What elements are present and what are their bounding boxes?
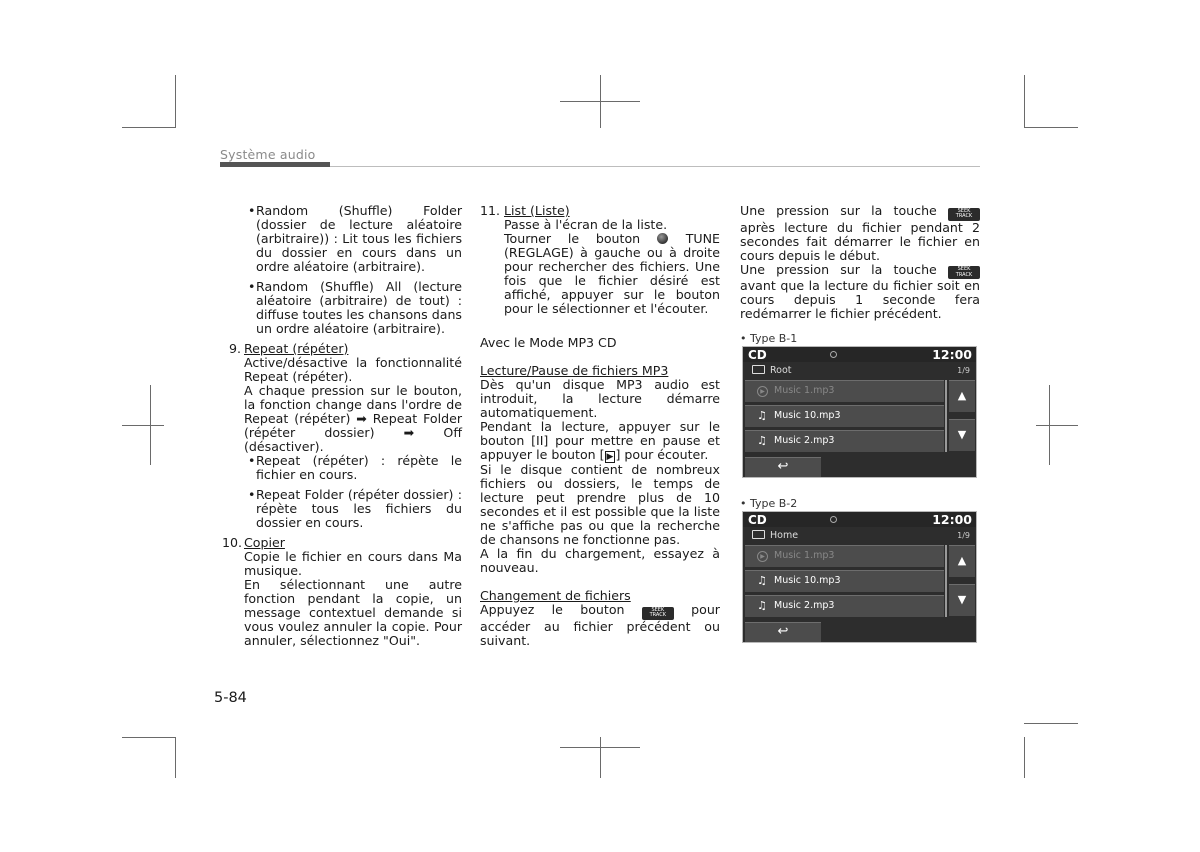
track-name: Music 2.mp3 [774, 435, 835, 446]
item-title: List (Liste) [504, 203, 570, 218]
item-text: Copie le fichier en cours dans Ma musique. [244, 549, 462, 578]
crop-mark [122, 127, 176, 128]
track-row-playing[interactable] [745, 380, 944, 402]
track-row[interactable] [745, 405, 944, 427]
screen-caption: • Type B-1 [740, 332, 798, 345]
track-name: Music 10.mp3 [774, 575, 841, 586]
change-files-title: Changement de fichiers [480, 588, 631, 603]
crop-mark [1024, 723, 1078, 724]
play-pause-text: Dès qu'un disque MP3 audio est introduit, la lecture démarre automatiquement. [480, 377, 720, 420]
section-title: Système audio [220, 147, 316, 162]
crop-mark [600, 737, 601, 778]
page-number: 5-84 [214, 690, 247, 706]
numbered-item-10 [222, 536, 462, 648]
column-1 [222, 204, 462, 648]
back-button[interactable]: ↩ [745, 622, 821, 642]
music-note-icon: ♫ [757, 574, 767, 587]
seek-label: SEEK [957, 266, 971, 272]
play-icon: ▶ [606, 452, 614, 462]
change-files-text [480, 603, 720, 648]
track-label: TRACK [955, 213, 973, 219]
track-name: Music 2.mp3 [774, 600, 835, 611]
header-bar [220, 162, 330, 167]
numbered-item-9 [222, 342, 462, 530]
track-row[interactable] [745, 595, 944, 617]
text-part: Une pression sur la touche [740, 261, 937, 277]
text-part: avant que la lecture du fichier soit en cours depuis 1 seconde fera redémarrer le fichier précédent. [740, 278, 980, 321]
track-name: Music 1.mp3 [774, 550, 835, 561]
item-text: A chaque pression sur le bouton, la fonction change dans l'ordre de Repeat (répéter) ➡ Repeat Folder (répéter dossier) ➡ Off (désactiver). [244, 383, 462, 454]
track-label: TRACK [649, 612, 667, 618]
crop-mark [122, 737, 176, 738]
crop-mark [1036, 425, 1078, 426]
play-circle-icon: ▶ [757, 551, 768, 562]
scroll-down-button[interactable]: ▼ [949, 419, 975, 451]
sub-bullet-item: • Repeat Folder (répéter dossier) : répète tous les fichiers du dossier en cours. [248, 487, 462, 530]
seek-paragraph [740, 204, 980, 263]
folder-path [752, 530, 798, 541]
scroll-up-button[interactable]: ▲ [949, 380, 975, 412]
crop-mark [560, 747, 640, 748]
item-text: En sélectionnant une autre fonction pendant la copie, un message contextuel demande si vous voulez annuler la copie. Pour annuler, sélectionnez "Oui". [244, 577, 462, 648]
item-title: Copier [244, 535, 285, 550]
cd-list-screen-b1 [742, 346, 977, 478]
item-text: Active/désactive la fonctionnalité Repeat (répéter). [244, 355, 462, 384]
sub-bullet-text: Repeat Folder (répéter dossier) : répète tous les fichiers du dossier en cours. [256, 487, 462, 530]
track-name: Music 1.mp3 [774, 385, 835, 396]
cd-list-screen-b2 [742, 511, 977, 643]
track-row[interactable] [745, 430, 944, 452]
bullet-random-all: Random (Shuffle) All (lecture aléatoire (arbitraire) de tout) : diffuse toutes les chansons dans un ordre aléatoire (arbitraire). [256, 279, 462, 336]
folder-name: Home [770, 530, 799, 541]
clock: 12:00 [932, 347, 972, 362]
tune-knob-icon [657, 233, 668, 244]
crop-mark [175, 737, 176, 778]
crop-mark [175, 75, 176, 128]
folder-name: Root [770, 365, 792, 376]
crop-mark [1024, 75, 1025, 128]
tune-label: TUNE [685, 231, 720, 246]
crop-mark [1024, 127, 1078, 128]
music-note-icon: ♫ [757, 409, 767, 422]
play-pause-text: A la fin du chargement, essayez à nouveau. [480, 546, 720, 575]
music-note-icon: ♫ [757, 599, 767, 612]
bullet-item: • Random (Shuffle) All (lecture aléatoire (arbitraire) de tout) : diffuse toutes les chansons dans un ordre aléatoire (arbitraire). [248, 279, 462, 336]
crop-mark [122, 425, 164, 426]
track-count: 1/9 [957, 366, 970, 375]
crop-mark [560, 101, 640, 102]
numbered-item-11 [480, 204, 720, 316]
seek-paragraph [740, 263, 980, 322]
sub-bullet-item: • Repeat (répéter) : répète le fichier en cours. [248, 453, 462, 482]
crop-mark [1024, 737, 1025, 778]
folder-icon [752, 530, 765, 539]
screen-caption: • Type B-2 [740, 497, 798, 510]
text-part: Une pression sur la touche [740, 203, 937, 218]
play-circle-icon: ▶ [757, 386, 768, 397]
bullet-random-folder: Random (Shuffle) Folder (dossier de lecture aléatoire (arbitraire)) : Lit tous les fichiers du dossier en cours dans un ordre aléatoire (arbitraire). [256, 203, 462, 274]
text-part: ] pour écouter. [615, 447, 709, 462]
play-pause-text [480, 420, 720, 463]
column-2 [480, 204, 720, 648]
track-label: TRACK [955, 271, 973, 278]
mp3-heading: Avec le Mode MP3 CD [480, 335, 617, 350]
back-button[interactable]: ↩ [745, 457, 821, 477]
scroll-down-button[interactable]: ▼ [949, 584, 975, 616]
text-part: pour accéder au fichier précédent ou suivant. [480, 602, 720, 648]
bullet-item: • Random (Shuffle) Folder (dossier de lecture aléatoire (arbitraire)) : Lit tous les fichiers du dossier en cours dans un ordre aléatoire (arbitraire). [248, 203, 462, 274]
column-3 [740, 204, 980, 321]
item-text-part: (REGLAGE) à gauche ou à droite pour rechercher des fichiers. Une fois que le fichier désiré est affiché, appuyer sur le bouton pour le sélectionner et l'écouter. [504, 245, 720, 316]
item-number: 11. [480, 203, 501, 218]
item-text: Passe à l'écran de la liste. [504, 217, 668, 232]
text-part: Appuyez le bouton [480, 602, 625, 617]
item-number: 10. [222, 535, 243, 550]
play-pause-title: Lecture/Pause de fichiers MP3 [480, 363, 669, 378]
item-text [504, 232, 720, 316]
disc-icon [830, 351, 837, 358]
seek-label: SEEK [957, 207, 971, 214]
play-pause-text: Si le disque contient de nombreux fichiers ou dossiers, le temps de lecture peut prendre plus de 10 secondes et il est possible que la liste ne s'affiche pas ou que la recherche de chansons ne fonctionne pas. [480, 462, 720, 547]
disc-icon [830, 516, 837, 523]
track-row-playing[interactable] [745, 545, 944, 567]
music-note-icon: ♫ [757, 434, 767, 447]
seek-label: SEEK [651, 606, 665, 613]
track-row[interactable] [745, 570, 944, 592]
source-label: CD [748, 348, 767, 362]
item-title: Repeat (répéter) [244, 341, 349, 356]
track-count: 1/9 [957, 531, 970, 540]
folder-icon [752, 365, 765, 374]
text-part: Pendant la lecture, appuyer sur le bouton [II] pour mettre en pause et appuyer le bouton [ [480, 419, 720, 462]
item-number: 9. [228, 341, 241, 356]
sub-bullet-text: Repeat (répéter) : répète le fichier en cours. [256, 453, 462, 482]
folder-path [752, 365, 792, 376]
scrollbar[interactable] [945, 380, 947, 452]
track-name: Music 10.mp3 [774, 410, 841, 421]
text-part: après lecture du fichier pendant 2 secondes fait démarrer le fichier en cours depuis le début. [740, 219, 980, 263]
item-text-part: Tourner le bouton [504, 231, 641, 246]
header-rule [330, 166, 980, 167]
scroll-up-button[interactable]: ▲ [949, 545, 975, 577]
source-label: CD [748, 513, 767, 527]
clock: 12:00 [932, 512, 972, 527]
scrollbar[interactable] [945, 545, 947, 617]
